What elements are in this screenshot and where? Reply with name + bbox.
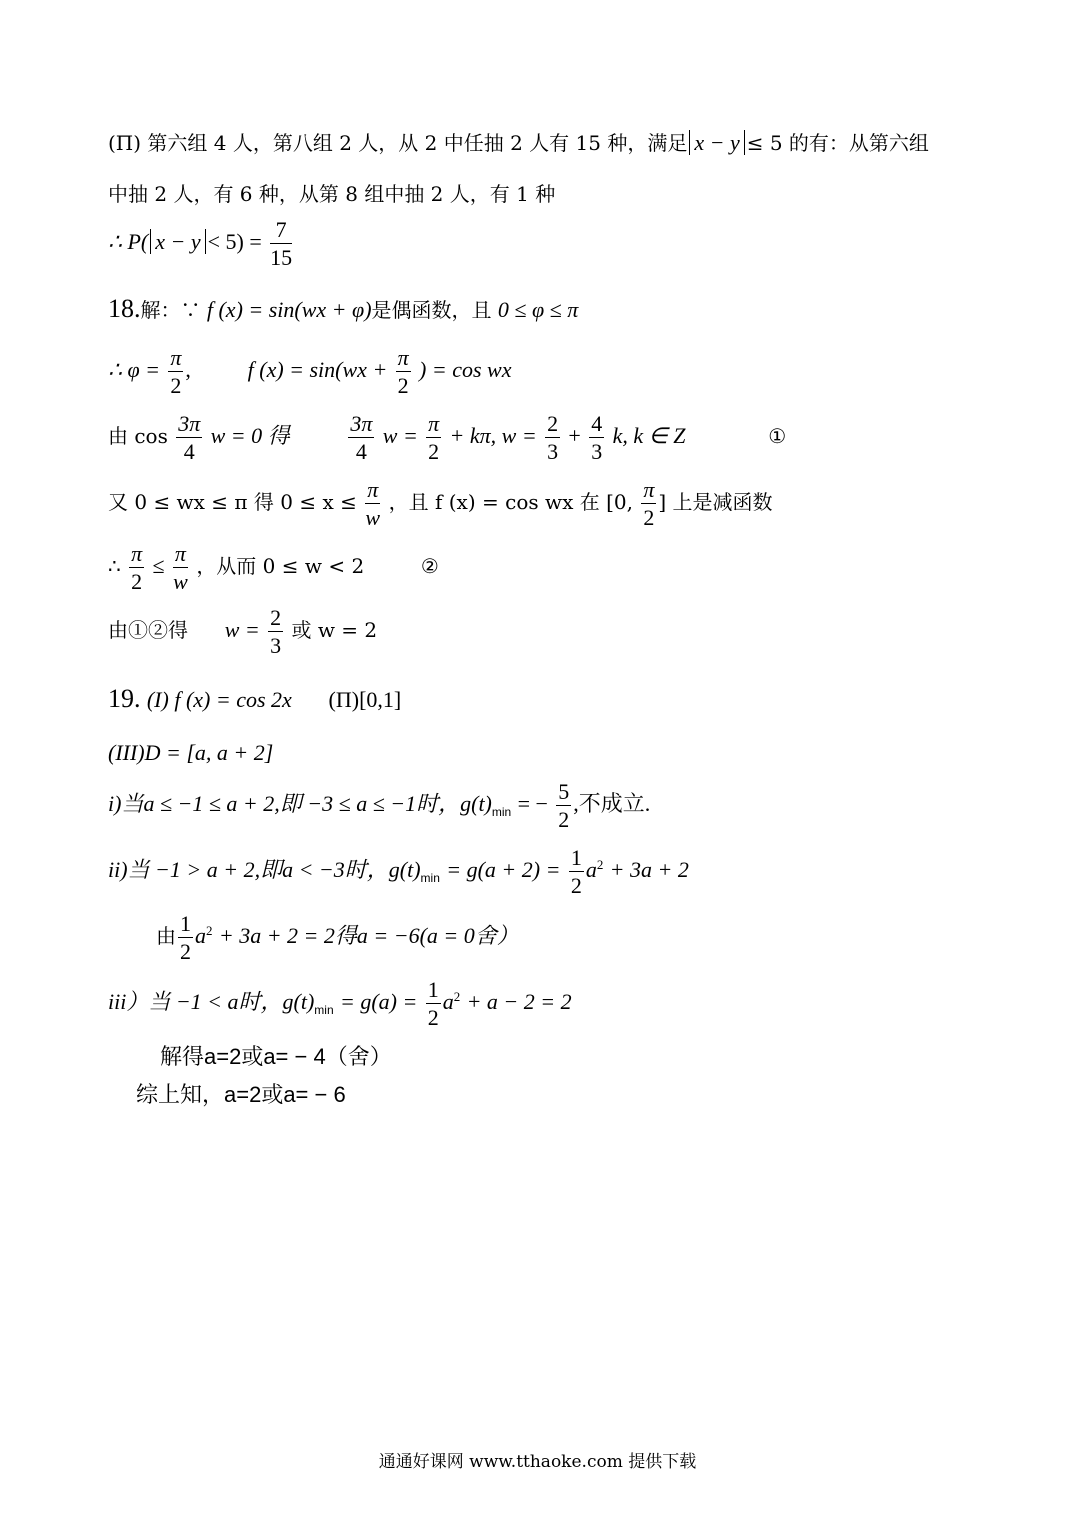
fraction	[268, 606, 283, 657]
q18-line-6	[108, 606, 377, 657]
math: = g(a) =	[340, 989, 418, 1015]
q19-line-3	[108, 780, 650, 831]
math: k, k ∈ Z	[612, 423, 686, 449]
denominator: 2	[428, 439, 440, 465]
text: ，且 f (x) = cos wx 在 [0,	[388, 490, 633, 515]
math: + 3a + 2 = 2得a = −6(a = 0舍）	[218, 923, 519, 949]
q18-line-4	[108, 478, 773, 529]
math: w =	[382, 423, 418, 449]
fraction	[426, 978, 441, 1029]
numerator: 4	[589, 412, 604, 438]
fraction	[178, 912, 193, 963]
text: ≤	[152, 553, 165, 579]
math: = −	[517, 791, 548, 817]
denominator: 2	[427, 1005, 439, 1031]
denominator: 4	[183, 439, 195, 465]
q17-line-2: 中抽 2 人，有 6 种，从第 8 组中抽 2 人，有 1 种	[108, 182, 556, 206]
subscript: min	[491, 805, 512, 820]
math: + 3a + 2	[609, 857, 689, 883]
abs-expr: x − y	[150, 229, 205, 254]
text: +	[568, 423, 581, 449]
superscript: 2	[206, 923, 213, 939]
q19-line-1	[108, 686, 401, 712]
text: (Π) 第六组 4 人，第八组 2 人，从 2 中任抽 2 人有 15 种，满足	[108, 131, 688, 155]
numerator: π	[173, 542, 188, 568]
numerator: 1	[178, 912, 193, 938]
fraction	[348, 412, 374, 463]
q19-line-7: 解得a=2或a= − 4（舍）	[160, 1044, 392, 1069]
q19-line-2	[108, 742, 273, 764]
math: f (x) = sin(wx + φ)	[206, 297, 372, 322]
math: a	[195, 923, 206, 949]
fraction	[426, 412, 441, 463]
text: ，从而 0 ≤ w < 2	[196, 554, 365, 579]
text: 解：∵	[140, 298, 201, 322]
denominator: 15	[270, 245, 293, 271]
text: ,	[185, 357, 191, 383]
denominator: w	[365, 505, 381, 531]
math: a	[585, 857, 597, 883]
fraction	[569, 846, 584, 897]
text: 由	[156, 924, 176, 949]
math: iii）当 −1 < a时，g(t)	[108, 989, 315, 1015]
text: ≤ 5 的有：从第六组	[746, 131, 929, 155]
math: ∴ φ =	[108, 357, 161, 383]
text: 由 cos	[108, 424, 168, 449]
abs-expr: x − y	[689, 130, 744, 155]
text: 或 w = 2	[291, 618, 378, 643]
math: (I) f (x) = cos 2x	[146, 687, 292, 712]
denominator: 2	[397, 373, 409, 399]
numerator: 7	[270, 218, 292, 244]
q17-line-3	[108, 218, 294, 269]
denominator: 2	[180, 939, 191, 965]
denominator: 2	[570, 873, 582, 899]
subscript: min	[314, 1003, 334, 1018]
numerator: π	[426, 412, 441, 438]
circled-one-marker: ①	[768, 424, 787, 449]
math: a	[442, 989, 454, 1015]
denominator: 4	[355, 439, 367, 465]
text: 又 0 ≤ wx ≤ π 得 0 ≤ x ≤	[108, 490, 357, 515]
q19-line-4	[108, 846, 689, 897]
text: < 5) =	[207, 229, 262, 255]
text: 是偶函数，且	[371, 298, 492, 322]
numerator: 3π	[348, 412, 374, 438]
q18-line-3	[108, 412, 786, 463]
q19-line-6	[108, 978, 572, 1029]
denominator: 2	[131, 569, 143, 595]
numerator: π	[396, 346, 411, 372]
math: w = 0 得	[210, 423, 290, 449]
math: ) = cos wx	[419, 357, 512, 383]
denominator: 2	[170, 373, 182, 399]
numerator: π	[365, 478, 380, 504]
fraction	[270, 218, 292, 269]
q19-line-5	[156, 912, 519, 963]
fraction	[396, 346, 411, 397]
fraction	[545, 412, 560, 463]
numerator: 2	[268, 606, 283, 632]
question-number: 19.	[108, 684, 141, 713]
fraction	[168, 346, 183, 397]
circled-two-marker: ②	[420, 554, 439, 579]
subscript: min	[420, 871, 440, 886]
denominator: w	[173, 569, 188, 595]
math: w =	[224, 617, 260, 643]
fraction	[176, 412, 202, 463]
superscript: 2	[453, 989, 461, 1005]
numerator: 2	[545, 412, 560, 438]
numerator: 1	[569, 846, 584, 872]
math: ii)当 −1 > a + 2,即a < −3时，g(t)	[108, 857, 421, 883]
numerator: π	[168, 346, 183, 372]
math: i)当a ≤ −1 ≤ a + 2,即 −3 ≤ a ≤ −1时，g(t)	[108, 791, 492, 817]
math: = g(a + 2) =	[446, 857, 561, 883]
math: (Π)[0,1]	[328, 687, 402, 712]
fraction	[129, 542, 144, 593]
text: ] 上是减函数	[658, 490, 773, 515]
text: ∴	[108, 554, 121, 579]
fraction	[365, 478, 380, 529]
math: + a − 2 = 2	[466, 989, 572, 1015]
fraction	[641, 478, 656, 529]
math: + kπ, w =	[449, 423, 537, 449]
text: ∴ P(	[108, 229, 149, 255]
denominator: 3	[591, 439, 603, 465]
denominator: 3	[547, 439, 559, 465]
numerator: π	[129, 542, 144, 568]
q17-line-1	[108, 132, 929, 154]
fraction	[173, 542, 188, 593]
math: (III)D = [a, a + 2]	[108, 740, 274, 765]
numerator: 1	[426, 978, 441, 1004]
numerator: 3π	[176, 412, 202, 438]
math: f (x) = sin(wx +	[247, 357, 388, 383]
denominator: 3	[270, 633, 282, 659]
numerator: 5	[556, 780, 571, 806]
question-number: 18.	[108, 294, 141, 323]
denominator: 2	[643, 505, 655, 531]
q18-line-2	[108, 346, 511, 397]
text: 由①②得	[108, 618, 188, 643]
q19-line-8: 综上知，a=2或a= − 6	[136, 1082, 346, 1107]
text: ,不成立.	[573, 791, 651, 817]
fraction	[556, 780, 571, 831]
numerator: π	[641, 478, 656, 504]
page-footer: 通通好课网 www.tthaoke.com 提供下载	[378, 1452, 697, 1472]
math: 0 ≤ φ ≤ π	[497, 297, 579, 322]
superscript: 2	[596, 857, 604, 873]
q18-line-5	[108, 542, 439, 593]
q18-line-1	[108, 296, 578, 322]
denominator: 2	[558, 807, 570, 833]
fraction	[589, 412, 604, 463]
